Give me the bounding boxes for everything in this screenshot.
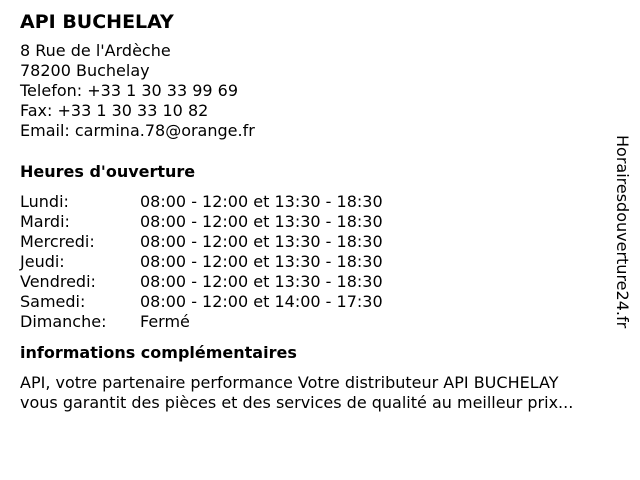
- day-hours: 08:00 - 12:00 et 13:30 - 18:30: [140, 212, 383, 231]
- business-card: [20, 10, 620, 413]
- email-address: Email: carmina.78@orange.fr: [20, 121, 255, 140]
- hours-row-monday: [20, 192, 620, 212]
- opening-hours-table: [20, 192, 620, 332]
- additional-info-line-1: API, votre partenaire performance Votre distributeur API BUCHELAY: [20, 373, 559, 392]
- day-hours: 08:00 - 12:00 et 13:30 - 18:30: [140, 232, 383, 251]
- day-hours: Fermé: [140, 312, 190, 331]
- hours-row-sunday: [20, 312, 620, 332]
- hours-row-wednesday: [20, 232, 620, 252]
- day-label: Jeudi:: [20, 252, 65, 271]
- fax-number: Fax: +33 1 30 33 10 82: [20, 101, 209, 120]
- hours-row-tuesday: [20, 212, 620, 232]
- site-watermark: Horairesdouverture24.fr: [613, 135, 632, 329]
- day-label: Dimanche:: [20, 312, 107, 331]
- address-line-street: 8 Rue de l'Ardèche: [20, 41, 171, 60]
- day-hours: 08:00 - 12:00 et 14:00 - 17:30: [140, 292, 383, 311]
- day-hours: 08:00 - 12:00 et 13:30 - 18:30: [140, 272, 383, 291]
- additional-info-heading: informations complémentaires: [20, 343, 297, 362]
- day-label: Samedi:: [20, 292, 86, 311]
- additional-info-line-2: vous garantit des pièces et des services de qualité au meilleur prix...: [20, 393, 574, 412]
- business-name: API BUCHELAY: [20, 11, 174, 33]
- day-label: Mardi:: [20, 212, 70, 231]
- hours-row-saturday: [20, 292, 620, 312]
- hours-row-friday: [20, 272, 620, 292]
- hours-row-thursday: [20, 252, 620, 272]
- opening-hours-heading: Heures d'ouverture: [20, 162, 196, 181]
- day-label: Mercredi:: [20, 232, 95, 251]
- day-label: Vendredi:: [20, 272, 96, 291]
- day-hours: 08:00 - 12:00 et 13:30 - 18:30: [140, 252, 383, 271]
- phone-number: Telefon: +33 1 30 33 99 69: [20, 81, 239, 100]
- day-hours: 08:00 - 12:00 et 13:30 - 18:30: [140, 192, 383, 211]
- day-label: Lundi:: [20, 192, 69, 211]
- address-line-city: 78200 Buchelay: [20, 61, 150, 80]
